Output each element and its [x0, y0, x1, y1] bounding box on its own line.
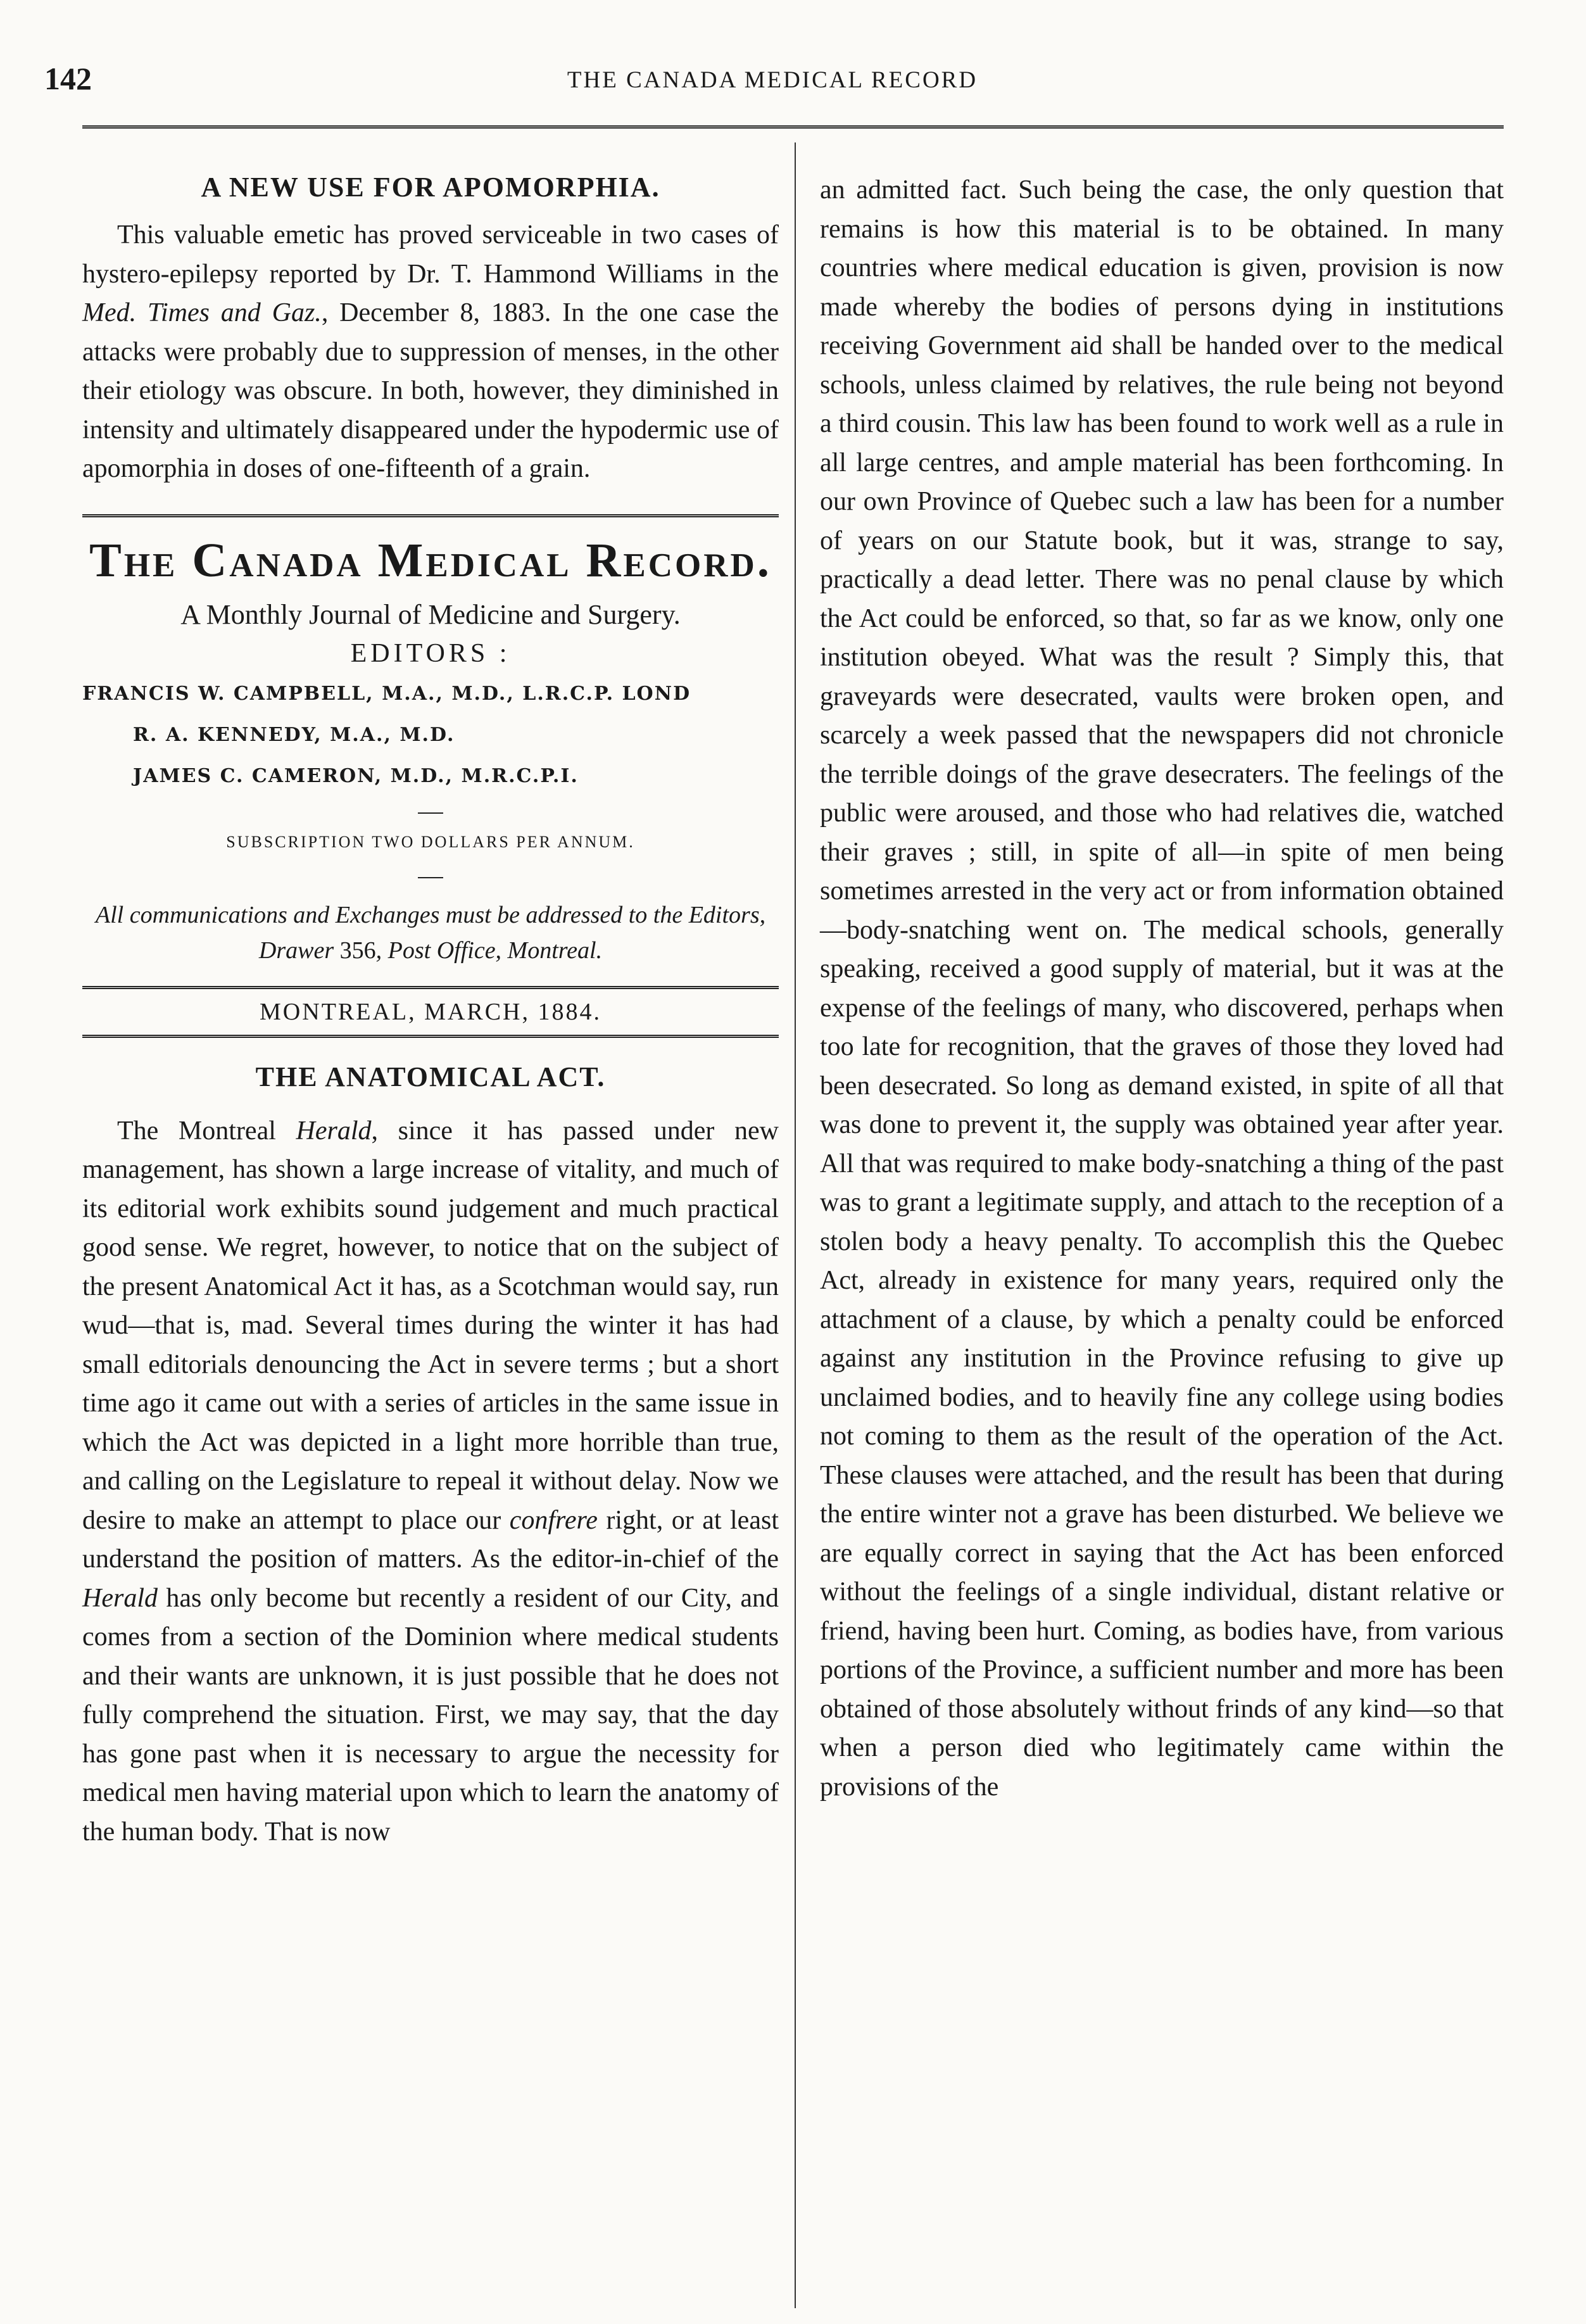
running-header [44, 60, 1501, 98]
right-column [820, 171, 1504, 1807]
masthead [82, 533, 779, 968]
editor-3: JAMES C. CAMERON, M.D., M.R.C.P.I. [133, 764, 579, 787]
communications-notice [82, 897, 779, 968]
article-body-left [82, 1112, 779, 1852]
header-rule [82, 125, 1504, 129]
column-divider [795, 142, 796, 2308]
article-text: The Montreal [117, 1116, 296, 1146]
running-title: THE CANADA MEDICAL RECORD [567, 67, 978, 93]
article-title: THE ANATOMICAL ACT. [255, 1061, 606, 1092]
apomorphia-text: This valuable emetic has proved serviceable in two cases of hystero-epilepsy reported by Dr. T. Hammond Williams in the [82, 220, 779, 289]
confrere-word: confrere [509, 1505, 598, 1535]
apomorphia-body [82, 216, 779, 489]
article-text-3: right, or at least understand the position of matters. As the editor-in-chief of the [82, 1505, 779, 1574]
article-body-right: an admitted fact. Such being the case, the only question that remains is how this material is to be obtained. In many countries where medical education is given, provision is now made whereby the bodies of persons dying in institutions receiving Government aid shall be handed over to the medical schools, unless claimed by relatives, the rule being not beyond a third cousin. This law has been found to work well as a rule in all large centres, and ample material has been forthcoming. In our own Province of Quebec such a law has been for a number of years on our Statute book, but it was, strange to say, practically a dead letter. There was no penal clause by which the Act could be enforced, so that, so far as we know, only one institution obeyed. What was the result ? Simply this, that graveyards were desecrated, vaults were broken open, and scarcely a week passed that the newspapers did not chronicle the terrible doings of the grave desecraters. The feelings of the public were aroused, and those who had relatives die, watched their graves ; still, in spite of all—in spite of men being sometimes arrested in the very act or from information obtained—body-snatching went on. The medical schools, generally speaking, received a good supply of material, but it was at the expense of the feelings of many, who discovered, perhaps when too late for recognition, that the graves of those they loved had been desecrated. So long as demand existed, in spite of all that was done to prevent it, the supply was obtained year after year. All that was required to make body-snatching a thing of the past was to grant a legitimate supply, and attach to the reception of a stolen body a heavy penalty. To accomplish this the Quebec Act, already in existence for many years, required only the attachment of a clause, by which a penalty could be enforced against any institution in the Province refusing to give up unclaimed bodies, and to heavily fine any college using bodies not coming to them as the result of the operation of the Act. These clauses were attached, and the result has been that during the entire winter not a grave has been disturbed. We believe we are equally correct in saying that the Act has been enforced without the feelings of a single individual, distant relative or friend, having been hurt. Coming, as bodies have, from various portions of the Province, a sufficient number and more has been obtained of those absolutely without frinds of any kind—so that when a person died who legitimately came within the provisions of the [820, 175, 1504, 1802]
communications-text-cont: , Post Office, Montreal. [375, 937, 603, 964]
subscription-notice: SUBSCRIPTION TWO DOLLARS PER ANNUM. [226, 832, 635, 851]
newspaper-name: Herald [296, 1116, 372, 1146]
editor-2: R. A. KENNEDY, M.A., M.D. [133, 723, 455, 746]
page-number: 142 [44, 61, 92, 96]
drawer-number: 356 [339, 937, 376, 964]
editors-label: EDITORS : [350, 638, 511, 668]
journal-reference: Med. Times and Gaz. [82, 298, 322, 327]
left-column [82, 171, 779, 1852]
apomorphia-text-cont: , December 8, 1883. In the one case the attacks were probably due to suppression of menses, in the other their etiology was obscure. In both, however, they diminished in intensity and ultimately disappeared under the hypodermic use of apomorphia in doses of one-fifteenth of a grain. [82, 298, 779, 483]
article-text-4: has only become but recently a resident of our City, and comes from a section of the Dominion where medical students and their wants are unknown, it is just possible that he does not fully comprehend the situation. First, we may say, that the day has gone past when it is necessary to argue the necessity for medical men having material upon which to learn the anatomy of the human body. That is now [82, 1583, 779, 1847]
divider-dash-2 [418, 877, 443, 878]
dateline-rule-bottom [82, 1035, 779, 1038]
dateline-rule-top [82, 986, 779, 989]
article-text-2: , since it has passed under new management, has shown a large increase of vitality, and much of its editorial work exhibits sound judgement and much practical good sense. We regret, however, to notice that on the subject of the present Anatomical Act it has, as a Scotchman would say, run wud—that is, mad. Several times during the winter it has had small editorials denouncing the Act in severe terms ; but a short time ago it came out with a series of articles in the same issue in which the Act was depicted in a light more horrible than true, and calling on the Legislature to repeal it without delay. Now we desire to make an attempt to place our [82, 1116, 779, 1535]
editor-1: FRANCIS W. CAMPBELL, M.A., M.D., L.R.C.P. LOND [82, 682, 691, 705]
section-rule [82, 514, 779, 517]
masthead-subtitle: A Monthly Journal of Medicine and Surgery. [180, 598, 681, 630]
newspaper-name-2: Herald [82, 1583, 158, 1613]
masthead-title: The Canada Medical Record. [89, 533, 772, 587]
divider-dash [418, 812, 443, 814]
apomorphia-title: A NEW USE FOR APOMORPHIA. [201, 172, 660, 203]
communications-text: All communications and Exchanges must be addressed to the Editors, Drawer [95, 901, 766, 964]
dateline: MONTREAL, MARCH, 1884. [260, 998, 601, 1025]
